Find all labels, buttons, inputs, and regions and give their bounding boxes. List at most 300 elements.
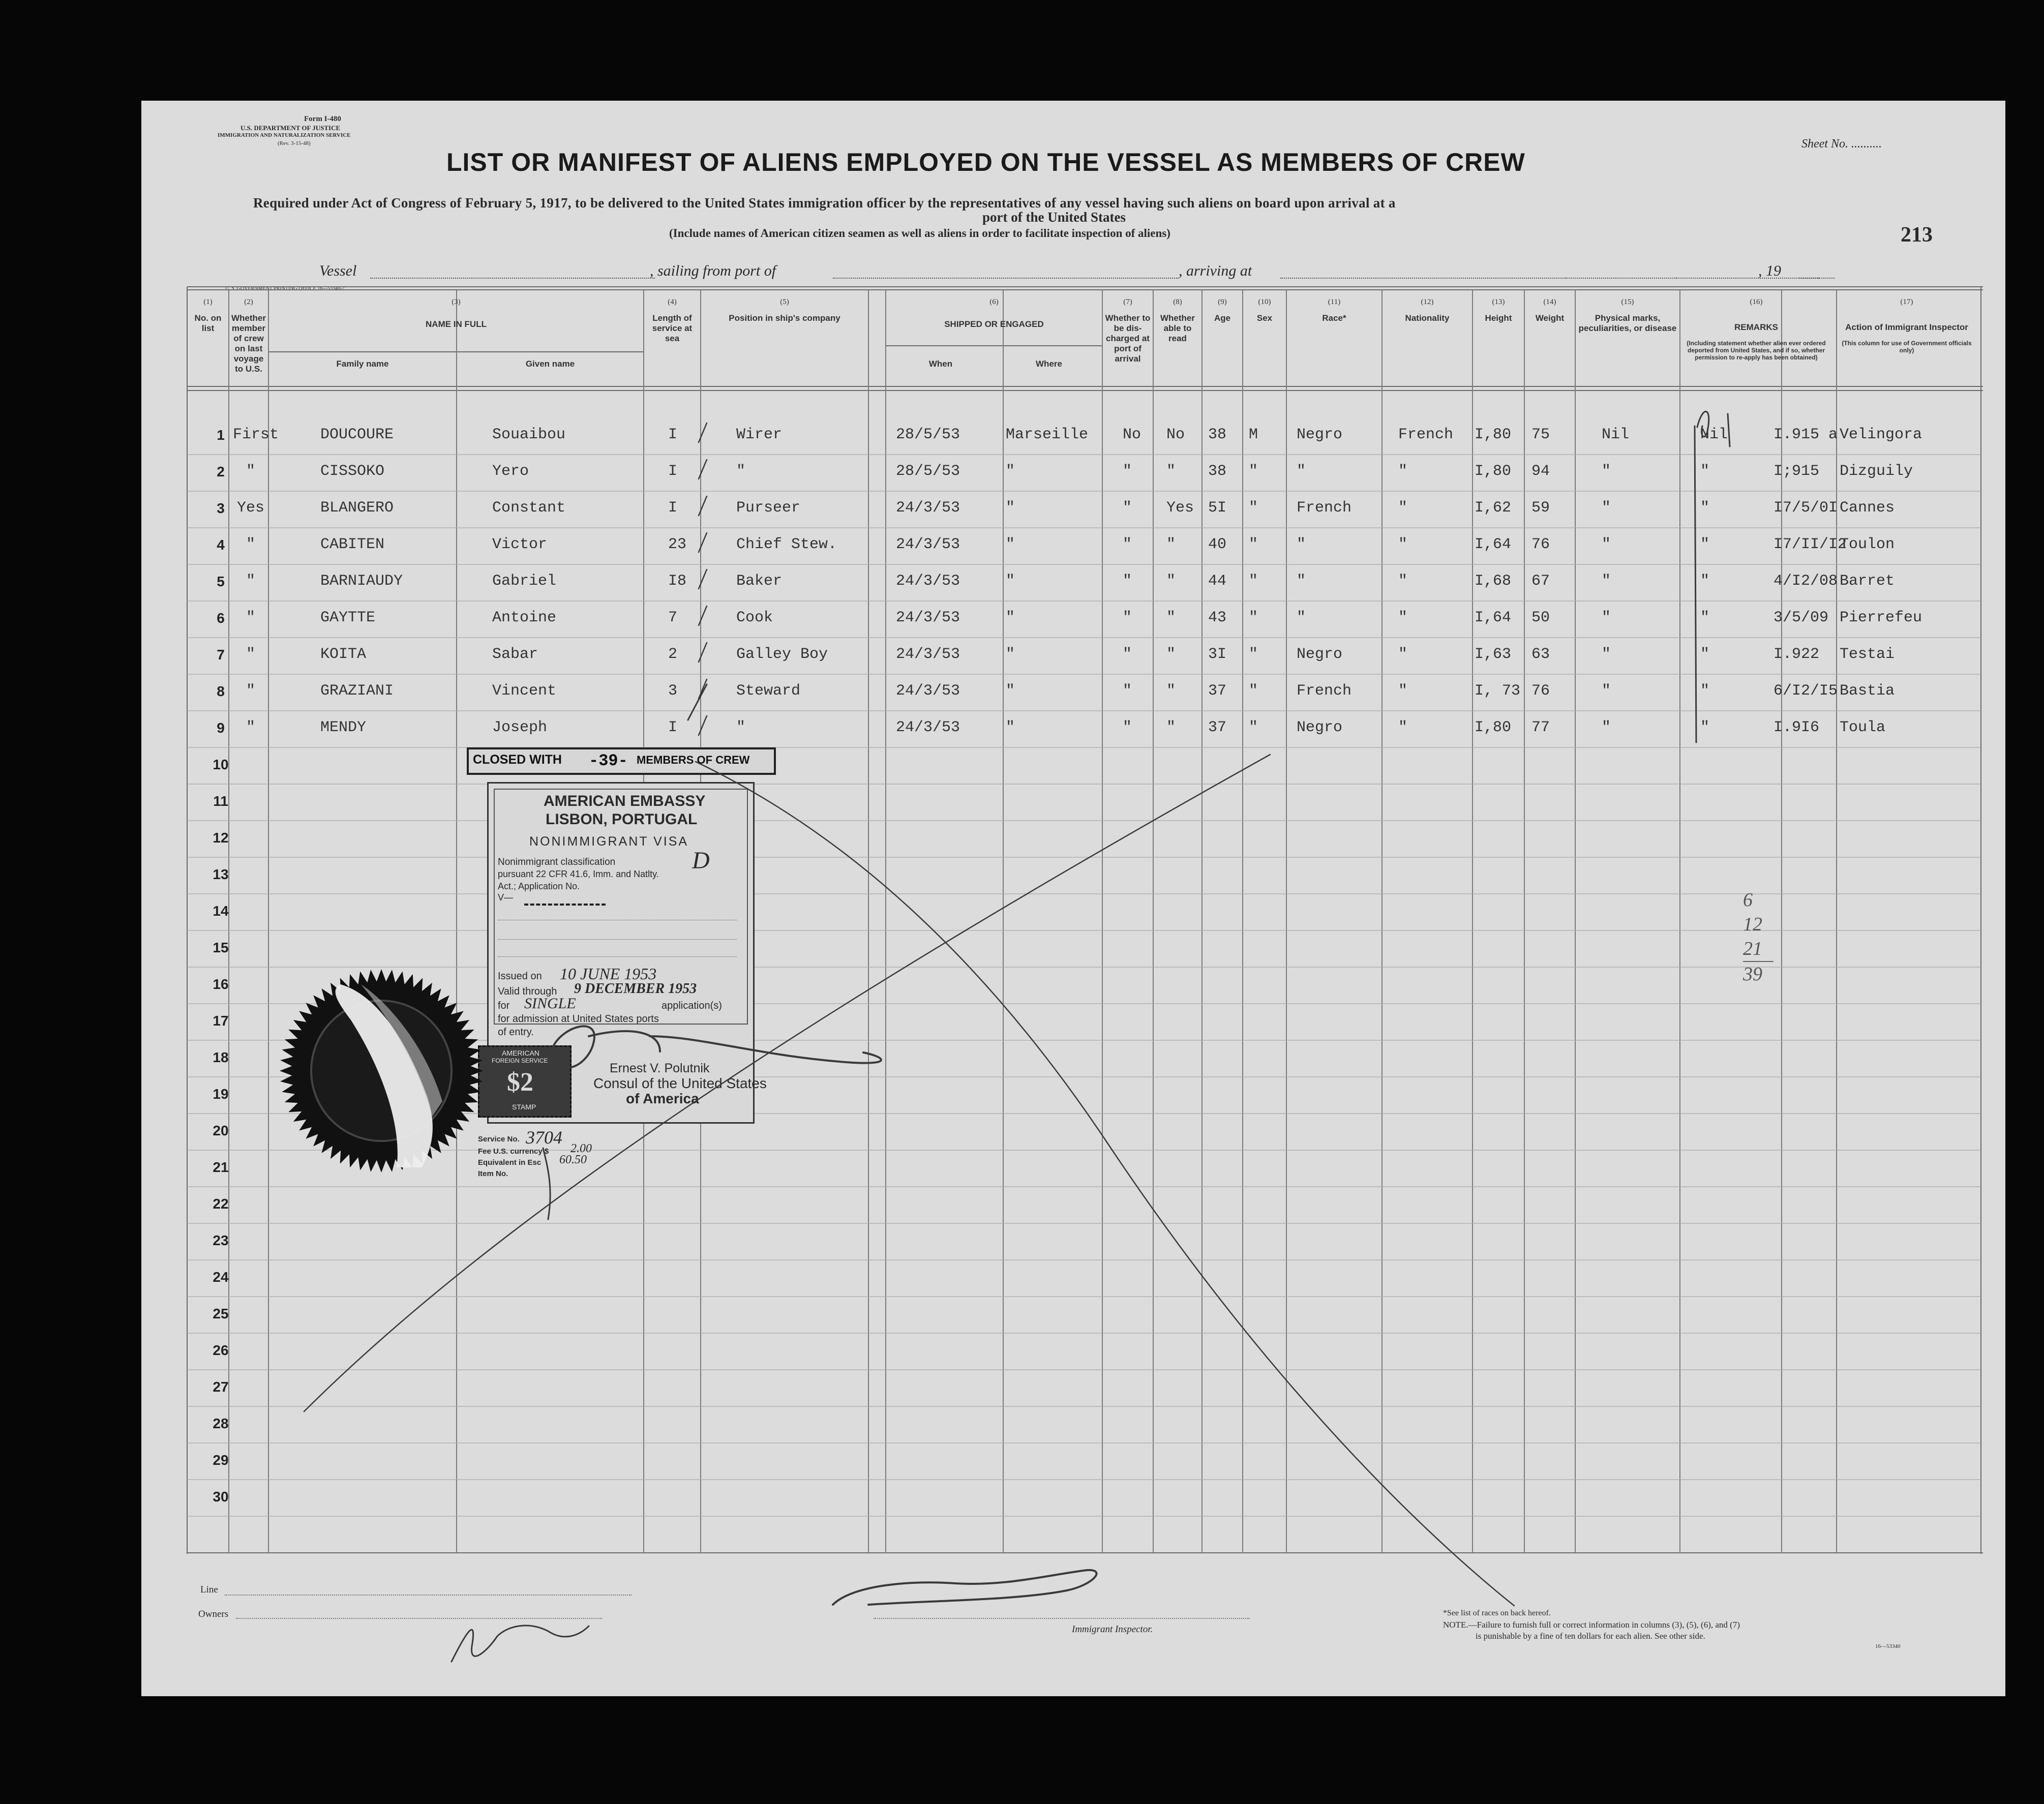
crew-birth: I7/5/0I — [1774, 499, 1838, 517]
tally-3: 21 — [1743, 938, 1762, 959]
crew-height: I,80 — [1475, 719, 1512, 736]
subtitle-1: Required under Act of Congress of February 5, 1917, to be delivered to the United States immigration officer by the representatives of any vessel having such aliens on board upon arrival at a — [253, 195, 1396, 211]
crew-when: 28/5/53 — [896, 463, 960, 480]
crew-marks: " — [1602, 609, 1611, 626]
handwriting-overlay — [141, 101, 2005, 1696]
cross-stroke-b — [696, 762, 1514, 1606]
crew-service: I — [668, 499, 678, 517]
row-number: 7 — [217, 647, 225, 663]
visa-issued-label: Issued on — [498, 971, 542, 982]
crew-race: " — [1297, 609, 1306, 626]
column-header-10: Sex — [1256, 313, 1273, 323]
footer-code: 16—53340 — [1875, 1643, 1901, 1649]
crew-read: " — [1166, 573, 1176, 590]
column-header-6: SHIPPED OR ENGAGED — [944, 319, 1044, 329]
crew-nationality: " — [1398, 719, 1408, 736]
cross-stroke-a — [304, 755, 1270, 1411]
check-mark — [699, 569, 707, 589]
crew-sex: " — [1249, 499, 1258, 517]
column-note-16: (Including statement whether alien ever ordered deported from United States, and if so, whether permission to re-apply has been obtained) — [1687, 340, 1826, 361]
visa-city: LISBON, PORTUGAL — [546, 811, 698, 828]
crew-remarks: " — [1700, 609, 1710, 626]
crew-race: Negro — [1297, 719, 1343, 736]
crew-height: I,64 — [1475, 609, 1512, 626]
crew-family: GRAZIANI — [320, 682, 394, 700]
column-header-7: Whether to be dis-charged at port of arrival — [1105, 313, 1151, 364]
visa-america: of America — [626, 1091, 699, 1106]
crew-position: Steward — [736, 682, 801, 700]
column-number-9: (9) — [1218, 298, 1227, 306]
crew-discharged: " — [1123, 463, 1132, 480]
row-number: 17 — [213, 1013, 229, 1029]
column-number-7: (7) — [1123, 298, 1132, 306]
row-number: 18 — [213, 1049, 229, 1065]
check-mark — [699, 679, 707, 699]
crew-read: " — [1166, 536, 1176, 553]
crew-height: I,63 — [1475, 646, 1512, 663]
row-number: 14 — [213, 903, 229, 919]
crew-service: 2 — [668, 646, 678, 663]
crew-weight: 63 — [1531, 646, 1550, 663]
crew-place: Dizguily — [1840, 463, 1913, 480]
tally-4: 39 — [1743, 961, 1774, 986]
crew-when: 24/3/53 — [896, 609, 960, 626]
column-number-8: (8) — [1173, 298, 1182, 306]
row-number: 16 — [213, 976, 229, 992]
row-number: 21 — [213, 1159, 229, 1175]
year-label: , 19 — [1758, 262, 1781, 279]
crew-weight: 67 — [1531, 573, 1550, 590]
crew-read: " — [1166, 463, 1176, 480]
visa-for-label: for — [498, 1000, 510, 1011]
crew-where: " — [1006, 682, 1015, 700]
crew-discharged: " — [1123, 609, 1132, 626]
check-mark — [699, 460, 707, 479]
crew-when: 24/3/53 — [896, 573, 960, 590]
crew-birth: I.9I6 — [1774, 719, 1820, 736]
fee-service-label: Service No. — [478, 1135, 520, 1144]
column-header-14: Weight — [1535, 313, 1565, 323]
crew-height: I,68 — [1475, 573, 1512, 590]
crew-discharged: No — [1123, 426, 1141, 443]
column-subheader-6-2: Where — [1036, 359, 1062, 369]
crew-nationality: " — [1398, 609, 1408, 626]
crew-family: BLANGERO — [320, 499, 394, 517]
crew-height: I,64 — [1475, 536, 1512, 553]
column-number-5: (5) — [780, 298, 789, 306]
column-subheader-6-1: When — [928, 359, 953, 369]
row-number: 23 — [213, 1232, 229, 1248]
crew-age: 40 — [1208, 536, 1227, 553]
crew-place: Barret — [1840, 573, 1895, 590]
crew-remarks: " — [1700, 499, 1710, 517]
visa-entry: of entry. — [498, 1027, 534, 1038]
crew-given: Souaibou — [492, 426, 566, 443]
crew-position: Purseer — [736, 499, 801, 517]
crew-given: Yero — [492, 463, 529, 480]
column-header-17: Action of Immigrant Inspector — [1845, 322, 1968, 332]
crew-nationality: " — [1398, 573, 1408, 590]
tally-1: 6 — [1743, 889, 1753, 911]
crew-remarks: Nil — [1700, 426, 1728, 443]
crew-nationality: French — [1398, 426, 1454, 443]
crew-service: 7 — [668, 609, 678, 626]
crew-race: Negro — [1297, 646, 1343, 663]
visa-embassy: AMERICAN EMBASSY — [544, 793, 706, 809]
visa-valid-date: 9 DECEMBER 1953 — [574, 981, 697, 997]
fee-service-value: 3704 — [526, 1127, 562, 1148]
column-header-2: Whether member of crew on last voyage to U.S. — [231, 313, 266, 374]
column-number-1: (1) — [203, 298, 213, 306]
crew-position: Wirer — [736, 426, 783, 443]
check-mark — [699, 716, 707, 735]
column-header-9: Age — [1214, 313, 1231, 323]
crew-family: KOITA — [320, 646, 367, 663]
crew-discharged: " — [1123, 499, 1132, 517]
crew-where: " — [1006, 463, 1015, 480]
column-header-5: Position in ship's company — [729, 313, 840, 323]
revenue-stamp-line3: STAMP — [512, 1103, 536, 1111]
crew-given: Antoine — [492, 609, 557, 626]
column-subheader-3-2: Given name — [525, 359, 575, 369]
crew-prev: " — [246, 609, 255, 626]
crew-discharged: " — [1123, 719, 1132, 736]
closed-suffix: MEMBERS OF CREW — [637, 754, 750, 766]
row-number: 8 — [217, 683, 225, 699]
footer-inspector-label: Immigrant Inspector. — [1072, 1624, 1153, 1635]
revenue-stamp-line2: FOREIGN SERVICE — [492, 1057, 548, 1064]
row-number: 9 — [217, 720, 225, 736]
column-header-1: No. on list — [194, 313, 222, 333]
check-mark — [699, 533, 707, 552]
crew-prev: First — [233, 426, 279, 443]
manifest-title: LIST OR MANIFEST OF ALIENS EMPLOYED ON THE VESSEL AS MEMBERS OF CREW — [446, 148, 1525, 176]
crew-height: I, 73 — [1475, 682, 1521, 700]
column-number-15: (15) — [1621, 298, 1634, 306]
crew-sex: " — [1249, 609, 1258, 626]
crew-birth: I;915 — [1774, 463, 1820, 480]
row-number: 27 — [213, 1379, 229, 1395]
crew-when: 24/3/53 — [896, 719, 960, 736]
column-header-11: Race* — [1322, 313, 1346, 323]
crew-where: " — [1006, 609, 1015, 626]
crew-given: Victor — [492, 536, 548, 553]
crew-sex: " — [1249, 573, 1258, 590]
crew-place: Toulon — [1840, 536, 1895, 553]
crew-where: " — [1006, 499, 1015, 517]
crew-family: DOUCOURE — [320, 426, 394, 443]
crew-prev: " — [246, 573, 255, 590]
row-number: 26 — [213, 1342, 229, 1358]
crew-read: " — [1166, 646, 1176, 663]
column-number-4: (4) — [668, 298, 677, 306]
crew-when: 24/3/53 — [896, 499, 960, 517]
crew-family: GAYTTE — [320, 609, 376, 626]
crew-age: 37 — [1208, 719, 1227, 736]
visa-type: NONIMMIGRANT VISA — [529, 834, 689, 849]
crew-position: " — [736, 719, 746, 736]
crew-prev: " — [246, 719, 255, 736]
column-header-13: Height — [1485, 313, 1512, 323]
crew-when: 24/3/53 — [896, 536, 960, 553]
column-header-4: Length of service at sea — [652, 313, 693, 343]
crew-read: No — [1166, 426, 1185, 443]
column-note-17: (This column for use of Government officials only) — [1842, 340, 1972, 354]
crew-weight: 59 — [1531, 499, 1550, 517]
crew-remarks: " — [1700, 646, 1710, 663]
crew-family: CISSOKO — [320, 463, 385, 480]
crew-birth: I7/II/I2 — [1774, 536, 1847, 553]
tally-2: 12 — [1743, 914, 1762, 935]
subtitle-2: port of the United States — [982, 209, 1126, 225]
crew-position: Baker — [736, 573, 783, 590]
row-number: 1 — [217, 427, 225, 443]
visa-class-label: Nonimmigrant classification — [498, 857, 616, 867]
row-number: 12 — [213, 830, 229, 846]
crew-when: 24/3/53 — [896, 646, 960, 663]
footer-note: NOTE.—Failure to furnish full or correct information in columns (3), (5), (6), and (7) — [1443, 1620, 1740, 1630]
crew-discharged: " — [1123, 573, 1132, 590]
row-number: 5 — [217, 574, 225, 589]
crew-given: Constant — [492, 499, 566, 517]
column-number-12: (12) — [1421, 298, 1434, 306]
crew-weight: 76 — [1531, 536, 1550, 553]
crew-nationality: " — [1398, 463, 1408, 480]
crew-nationality: " — [1398, 646, 1408, 663]
sailing-label: , sailing from port of — [650, 262, 776, 279]
crew-age: 38 — [1208, 463, 1227, 480]
row-number: 19 — [213, 1086, 229, 1102]
closed-prefix: CLOSED WITH — [473, 753, 562, 767]
crew-weight: 76 — [1531, 682, 1550, 700]
page-number: 213 — [1901, 223, 1933, 247]
crew-sex: " — [1249, 463, 1258, 480]
vessel-label: Vessel — [319, 262, 357, 279]
revision: (Rev. 3-15-48) — [278, 140, 311, 146]
crew-race: French — [1297, 682, 1352, 700]
crew-weight: 75 — [1531, 426, 1550, 443]
footer-owners-label: Owners — [198, 1609, 229, 1619]
crew-height: I,80 — [1475, 426, 1512, 443]
crew-service: I — [668, 463, 678, 480]
crew-birth: 6/I2/I5 — [1774, 682, 1838, 700]
crew-read: " — [1166, 609, 1176, 626]
crew-position: Chief Stew. — [736, 536, 837, 553]
row-number: 29 — [213, 1452, 229, 1468]
crew-birth: 3/5/09 — [1774, 609, 1829, 626]
crew-prev: " — [246, 536, 255, 553]
check-mark — [699, 496, 707, 516]
row-number: 10 — [213, 757, 229, 772]
crew-service: I — [668, 719, 678, 736]
crew-prev: " — [246, 646, 255, 663]
visa-for-value: SINGLE — [524, 995, 576, 1012]
crew-birth: 4/I2/08 — [1774, 573, 1838, 590]
visa-issued-date: 10 JUNE 1953 — [560, 965, 657, 983]
crew-marks: " — [1602, 499, 1611, 517]
fee-item-label: Item No. — [478, 1169, 508, 1178]
crew-remarks: " — [1700, 719, 1710, 736]
column-number-2: (2) — [244, 298, 253, 306]
crew-where: " — [1006, 719, 1015, 736]
row-number: 3 — [217, 500, 225, 516]
crew-prev: Yes — [236, 499, 264, 517]
crew-marks: " — [1602, 573, 1611, 590]
column-header-12: Nationality — [1405, 313, 1450, 323]
footer-line-field[interactable] — [225, 1595, 632, 1596]
column-number-11: (11) — [1328, 298, 1341, 306]
crew-service: 3 — [668, 682, 678, 700]
row-number: 20 — [213, 1123, 229, 1138]
crew-race: Negro — [1297, 426, 1343, 443]
visa-admission: for admission at United States ports — [498, 1013, 659, 1025]
crew-read: " — [1166, 682, 1176, 700]
crew-birth: I.922 — [1774, 646, 1820, 663]
crew-height: I,80 — [1475, 463, 1512, 480]
closed-count: -39- — [589, 751, 628, 770]
visa-consul: Consul of the United States — [593, 1075, 767, 1091]
visa-v-label: V— — [498, 892, 514, 903]
crew-weight: 50 — [1531, 609, 1550, 626]
row-number: 28 — [213, 1416, 229, 1431]
crew-place: Toula — [1840, 719, 1886, 736]
crew-race: " — [1297, 573, 1306, 590]
crew-age: 38 — [1208, 426, 1227, 443]
crew-sex: " — [1249, 646, 1258, 663]
crew-weight: 94 — [1531, 463, 1550, 480]
crew-discharged: " — [1123, 682, 1132, 700]
crew-nationality: " — [1398, 536, 1408, 553]
crew-position: Galley Boy — [736, 646, 828, 663]
crew-race: " — [1297, 463, 1306, 480]
check-mark — [699, 606, 707, 625]
crew-age: 3I — [1208, 646, 1227, 663]
crew-place: Cannes — [1840, 499, 1895, 517]
arriving-label: , arriving at — [1179, 262, 1252, 279]
crew-position: Cook — [736, 609, 773, 626]
column-header-15: Physical marks, peculiarities, or disease — [1578, 313, 1677, 333]
printing-note: U. S. GOVERNMENT PRINTING OFFICE 16—53340-2 — [225, 286, 345, 291]
footer-line-label: Line — [200, 1584, 218, 1595]
column-number-14: (14) — [1543, 298, 1556, 306]
crew-sex: " — [1249, 682, 1258, 700]
crew-given: Joseph — [492, 719, 548, 736]
crew-marks: " — [1602, 646, 1611, 663]
crew-when: 24/3/53 — [896, 682, 960, 700]
crew-sex: M — [1249, 426, 1258, 443]
column-header-8: Whether able to read — [1160, 313, 1195, 343]
visa-application: application(s) — [662, 1000, 722, 1011]
crew-where: " — [1006, 573, 1015, 590]
footer-races-note: *See list of races on back hereof. — [1443, 1609, 1551, 1617]
sheet-number: Sheet No. .......... — [1801, 137, 1882, 151]
crew-place: Pierrefeu — [1840, 609, 1922, 626]
crew-discharged: " — [1123, 646, 1132, 663]
row-number: 6 — [217, 610, 225, 626]
crew-age: 5I — [1208, 499, 1227, 517]
crew-remarks: " — [1700, 573, 1710, 590]
crew-given: Gabriel — [492, 573, 557, 590]
crew-marks: " — [1602, 463, 1611, 480]
crew-discharged: " — [1123, 536, 1132, 553]
crew-age: 43 — [1208, 609, 1227, 626]
crew-read: Yes — [1166, 499, 1194, 517]
column-number-3: (3) — [452, 298, 461, 306]
column-number-17: (17) — [1900, 298, 1913, 306]
subtitle-3: (Include names of American citizen seamen as well as aliens in order to facilitate inspection of aliens) — [669, 227, 1170, 239]
crew-race: " — [1297, 536, 1306, 553]
crew-service: I8 — [668, 573, 687, 590]
crew-service: 23 — [668, 536, 687, 553]
column-header-16: REMARKS — [1734, 322, 1778, 332]
crew-when: 28/5/53 — [896, 426, 960, 443]
crew-where: " — [1006, 536, 1015, 553]
row-number: 11 — [213, 793, 228, 809]
crew-given: Vincent — [492, 682, 557, 700]
visa-class-value: D — [692, 847, 710, 874]
crew-sex: " — [1249, 536, 1258, 553]
form-number: Form I-480 — [304, 115, 341, 123]
crew-age: 37 — [1208, 682, 1227, 700]
visa-signer: Ernest V. Polutnik — [610, 1061, 710, 1075]
footer-owners-field[interactable] — [236, 1618, 602, 1619]
crew-family: MENDY — [320, 719, 367, 736]
row-number: 30 — [213, 1489, 229, 1505]
crew-given: Sabar — [492, 646, 538, 663]
crew-service: I — [668, 426, 678, 443]
revenue-stamp-line1: AMERICAN — [502, 1049, 539, 1057]
crew-marks: " — [1602, 682, 1611, 700]
check-mark — [699, 643, 707, 662]
crew-marks: " — [1602, 719, 1611, 736]
visa-pursuant: pursuant 22 CFR 41.6, Imm. and Natlty. — [498, 869, 659, 879]
visa-valid-label: Valid through — [498, 986, 557, 997]
column-number-13: (13) — [1492, 298, 1505, 306]
crew-height: I,62 — [1475, 499, 1512, 517]
crew-age: 44 — [1208, 573, 1227, 590]
crew-family: BARNIAUDY — [320, 573, 403, 590]
row-number: 24 — [213, 1269, 229, 1285]
row-number: 4 — [217, 537, 225, 553]
column-header-3: NAME IN FULL — [426, 319, 487, 329]
crew-read: " — [1166, 719, 1176, 736]
check-mark — [699, 423, 707, 442]
fee-currency-label: Fee U.S. currency $ — [478, 1147, 549, 1156]
row-number: 2 — [217, 464, 225, 479]
column-number-10: (10) — [1258, 298, 1271, 306]
footer-note-2: is punishable by a fine of ten dollars for each alien. See other side. — [1476, 1631, 1705, 1641]
row-number: 13 — [213, 866, 229, 882]
crew-nationality: " — [1398, 499, 1408, 517]
inspector-field[interactable] — [874, 1618, 1250, 1619]
department: U.S. DEPARTMENT OF JUSTICE — [241, 124, 341, 132]
crew-marks: Nil — [1602, 426, 1630, 443]
crew-family: CABITEN — [320, 536, 385, 553]
crew-prev: " — [246, 463, 255, 480]
crew-race: French — [1297, 499, 1352, 517]
crew-remarks: " — [1700, 536, 1710, 553]
revenue-stamp-value: $2 — [507, 1068, 533, 1097]
crew-marks: " — [1602, 536, 1611, 553]
crew-birth: I.915 a — [1774, 426, 1838, 443]
crew-where: Marseille — [1006, 426, 1089, 443]
crew-place: Velingora — [1840, 426, 1922, 443]
column-number-6: (6) — [989, 298, 999, 306]
crew-prev: " — [246, 682, 255, 700]
row-number: 25 — [213, 1306, 229, 1321]
crew-where: " — [1006, 646, 1015, 663]
row-number: 15 — [213, 940, 229, 955]
